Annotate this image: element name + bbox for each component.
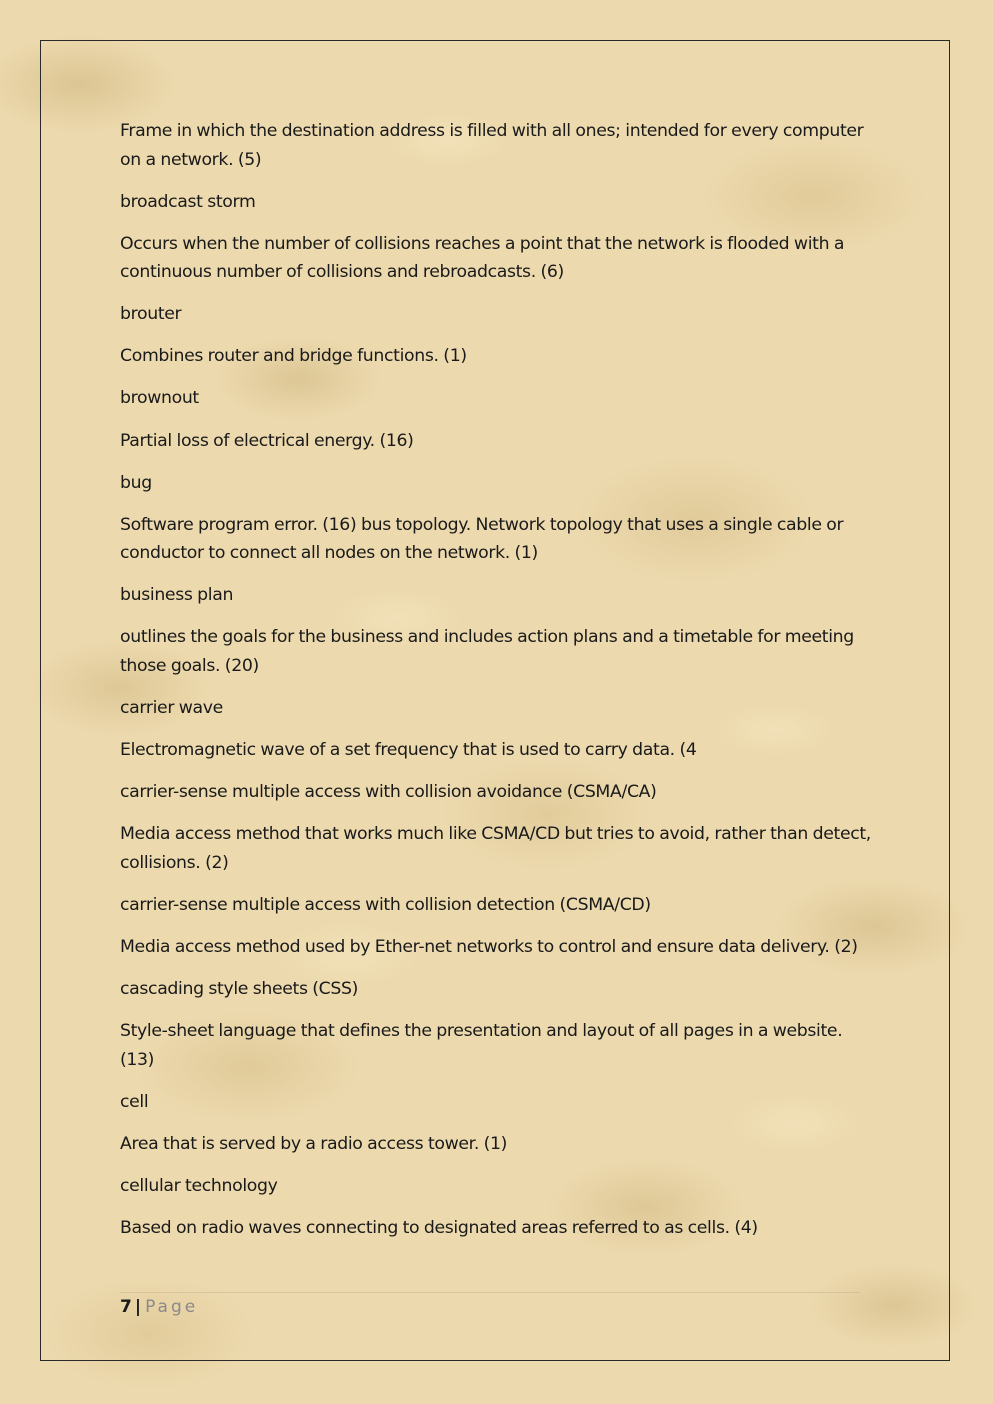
term: bug <box>120 472 152 493</box>
term: business plan <box>120 585 234 606</box>
definition: Style-sheet language that defines the presentation and layout of all pages in a website. (13) <box>120 1021 843 1070</box>
definition: Occurs when the number of collisions reaches a point that the network is flooded with a continuous number of collisions and rebroadcasts. (6) <box>120 233 845 283</box>
page-footer <box>120 1295 198 1319</box>
definition: Combines router and bridge functions. (1) <box>120 346 467 367</box>
definition: Frame in which the destination address is filled with all ones; intended for every computer on a network. (5) <box>120 121 864 170</box>
term: brownout <box>120 388 199 409</box>
term: brouter <box>120 304 182 325</box>
term: carrier wave <box>120 698 223 719</box>
term: carrier-sense multiple access with collision detection (CSMA/CD) <box>120 894 651 915</box>
footer-divider <box>120 1292 860 1293</box>
term: carrier-sense multiple access with collision avoidance (CSMA/CA) <box>120 782 657 803</box>
definition: Media access method used by Ether-net networks to control and ensure data delivery. (2) <box>120 937 858 957</box>
term: broadcast storm <box>120 191 256 212</box>
page-label: Page <box>145 1297 199 1317</box>
term: cellular technology <box>120 1175 278 1196</box>
glossary-content <box>120 117 875 1256</box>
definition: Media access method that works much like CSMA/CD but tries to avoid, rather than detect, collisions. (2) <box>120 824 871 873</box>
definition: Software program error. (16) bus topology. Network topology that uses a single cable or conductor to connect all nodes on the network. (1) <box>120 514 844 564</box>
term: cell <box>120 1091 149 1112</box>
definition: Based on radio waves connecting to designated areas referred to as cells. (4) <box>120 1218 758 1239</box>
definition: Area that is served by a radio access tower. (1) <box>120 1133 508 1154</box>
definition: outlines the goals for the business and includes action plans and a timetable for meeting those goals. (20) <box>120 627 854 676</box>
definition: Electromagnetic wave of a set frequency that is used to carry data. (4 <box>120 740 697 761</box>
term: cascading style sheets (CSS) <box>120 979 358 1000</box>
page-number: 7 <box>120 1297 132 1317</box>
definition: Partial loss of electrical energy. (16) <box>120 430 414 451</box>
footer-separator: | <box>134 1297 142 1317</box>
